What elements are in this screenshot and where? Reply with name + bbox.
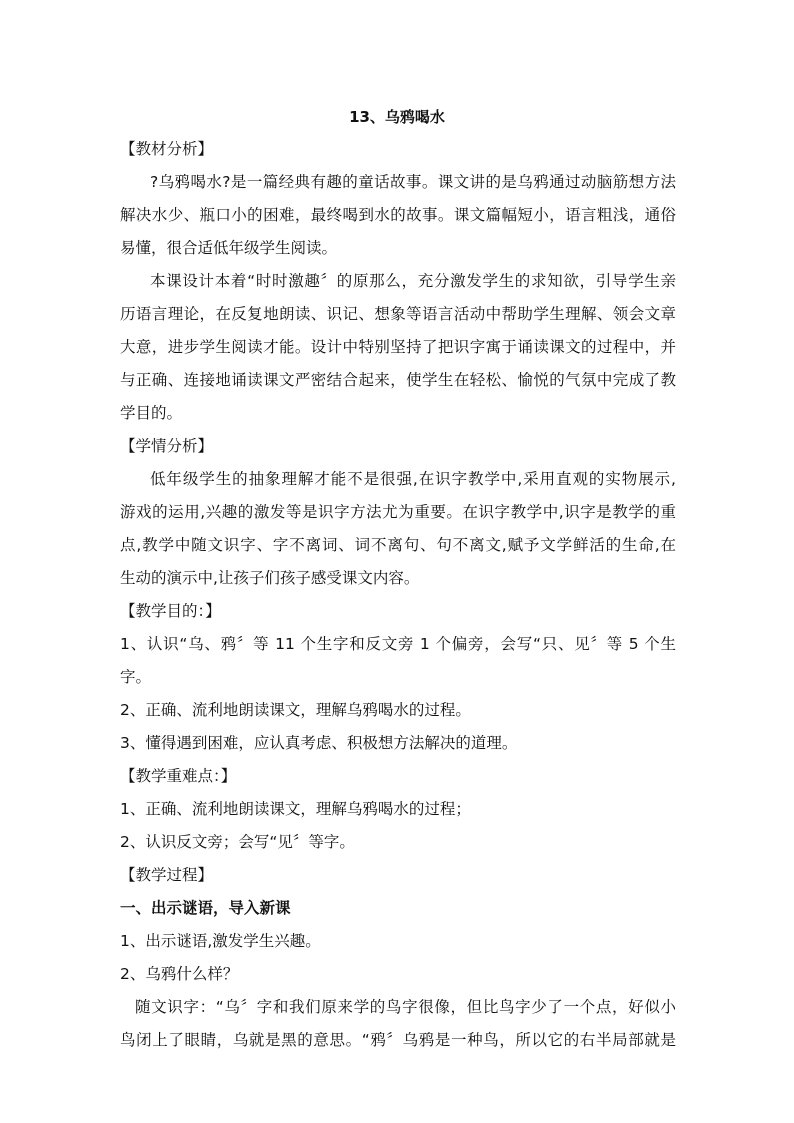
paragraph-line: 学目的。	[120, 404, 183, 422]
section-heading-teaching-goals: 【教学目的：】	[120, 602, 221, 620]
list-item: 2、认识反文旁；会写“见〞等字。	[120, 833, 355, 851]
section-heading-key-points: 【教学重难点：】	[120, 767, 237, 785]
section-heading-textbook-analysis: 【教材分析】	[120, 140, 214, 158]
paragraph-line: 生动的演示中,让孩子们孩子感受课文内容。	[120, 569, 420, 587]
paragraph-line: 点,教学中随文识字、字不离词、词不离句、句不离文,赋予文学鲜活的生命,在	[120, 536, 676, 554]
paragraph-line: 低年级学生的抽象理解才能不是很强,在识字教学中,采用直观的实物展示,	[150, 470, 676, 488]
paragraph-line: ?乌鸦喝水?是一篇经典有趣的童话故事。课文讲的是乌鸦通过动脑筋想方法	[150, 173, 676, 191]
list-item: 3、懂得遇到困难，应认真考虑、积极想方法解决的道理。	[120, 734, 518, 752]
list-item: 1、出示谜语,激发学生兴趣。	[120, 932, 321, 950]
subsection-heading: 一、出示谜语，导入新课	[120, 899, 291, 917]
paragraph-line: 易懂，很合适低年级学生阅读。	[120, 239, 338, 257]
paragraph-line: 解决水少、瓶口小的困难，最终喝到水的故事。课文篇幅短小，语言粗浅，通俗	[120, 206, 676, 224]
paragraph-line: 随文识字：“乌〞字和我们原来学的鸟字很像，但比鸟字少了一个点，好似小	[135, 998, 676, 1016]
list-item: 1、认识“乌、鸦〞等 11 个生字和反文旁 1 个偏旁，会写“只、见〞等 5 个生	[120, 635, 676, 653]
paragraph-line: 历语言理论，在反复地朗读、识记、想象等语言活动中帮助学生理解、领会文章	[120, 305, 676, 323]
list-item: 1、正确、流利地朗读课文，理解乌鸦喝水的过程；	[120, 800, 471, 818]
section-heading-teaching-process: 【教学过程】	[120, 866, 214, 884]
list-item: 2、正确、流利地朗读课文，理解乌鸦喝水的过程。	[120, 701, 471, 719]
list-item-continuation: 字。	[120, 668, 152, 686]
page-title: 13、乌鸦喝水	[349, 108, 445, 126]
list-item: 2、乌鸦什么样？	[120, 965, 239, 983]
paragraph-line: 游戏的运用,兴趣的激发等是识字方法尤为重要。在识字教学中,识字是教学的重	[120, 503, 676, 521]
paragraph-line: 鸟闭上了眼睛，乌就是黑的意思。“鸦〞乌鸦是一种鸟，所以它的右半局部就是	[120, 1031, 676, 1049]
section-heading-learner-analysis: 【学情分析】	[120, 437, 214, 455]
paragraph-line: 与正确、连接地诵读课文严密结合起来，使学生在轻松、愉悦的气氛中完成了教	[120, 371, 676, 389]
paragraph-line: 大意，进步学生阅读才能。设计中特别坚持了把识字寓于诵读课文的过程中，并	[120, 338, 676, 356]
paragraph-line: 本课设计本着“时时激趣〞的原那么，充分激发学生的求知欲，引导学生亲	[150, 272, 676, 290]
